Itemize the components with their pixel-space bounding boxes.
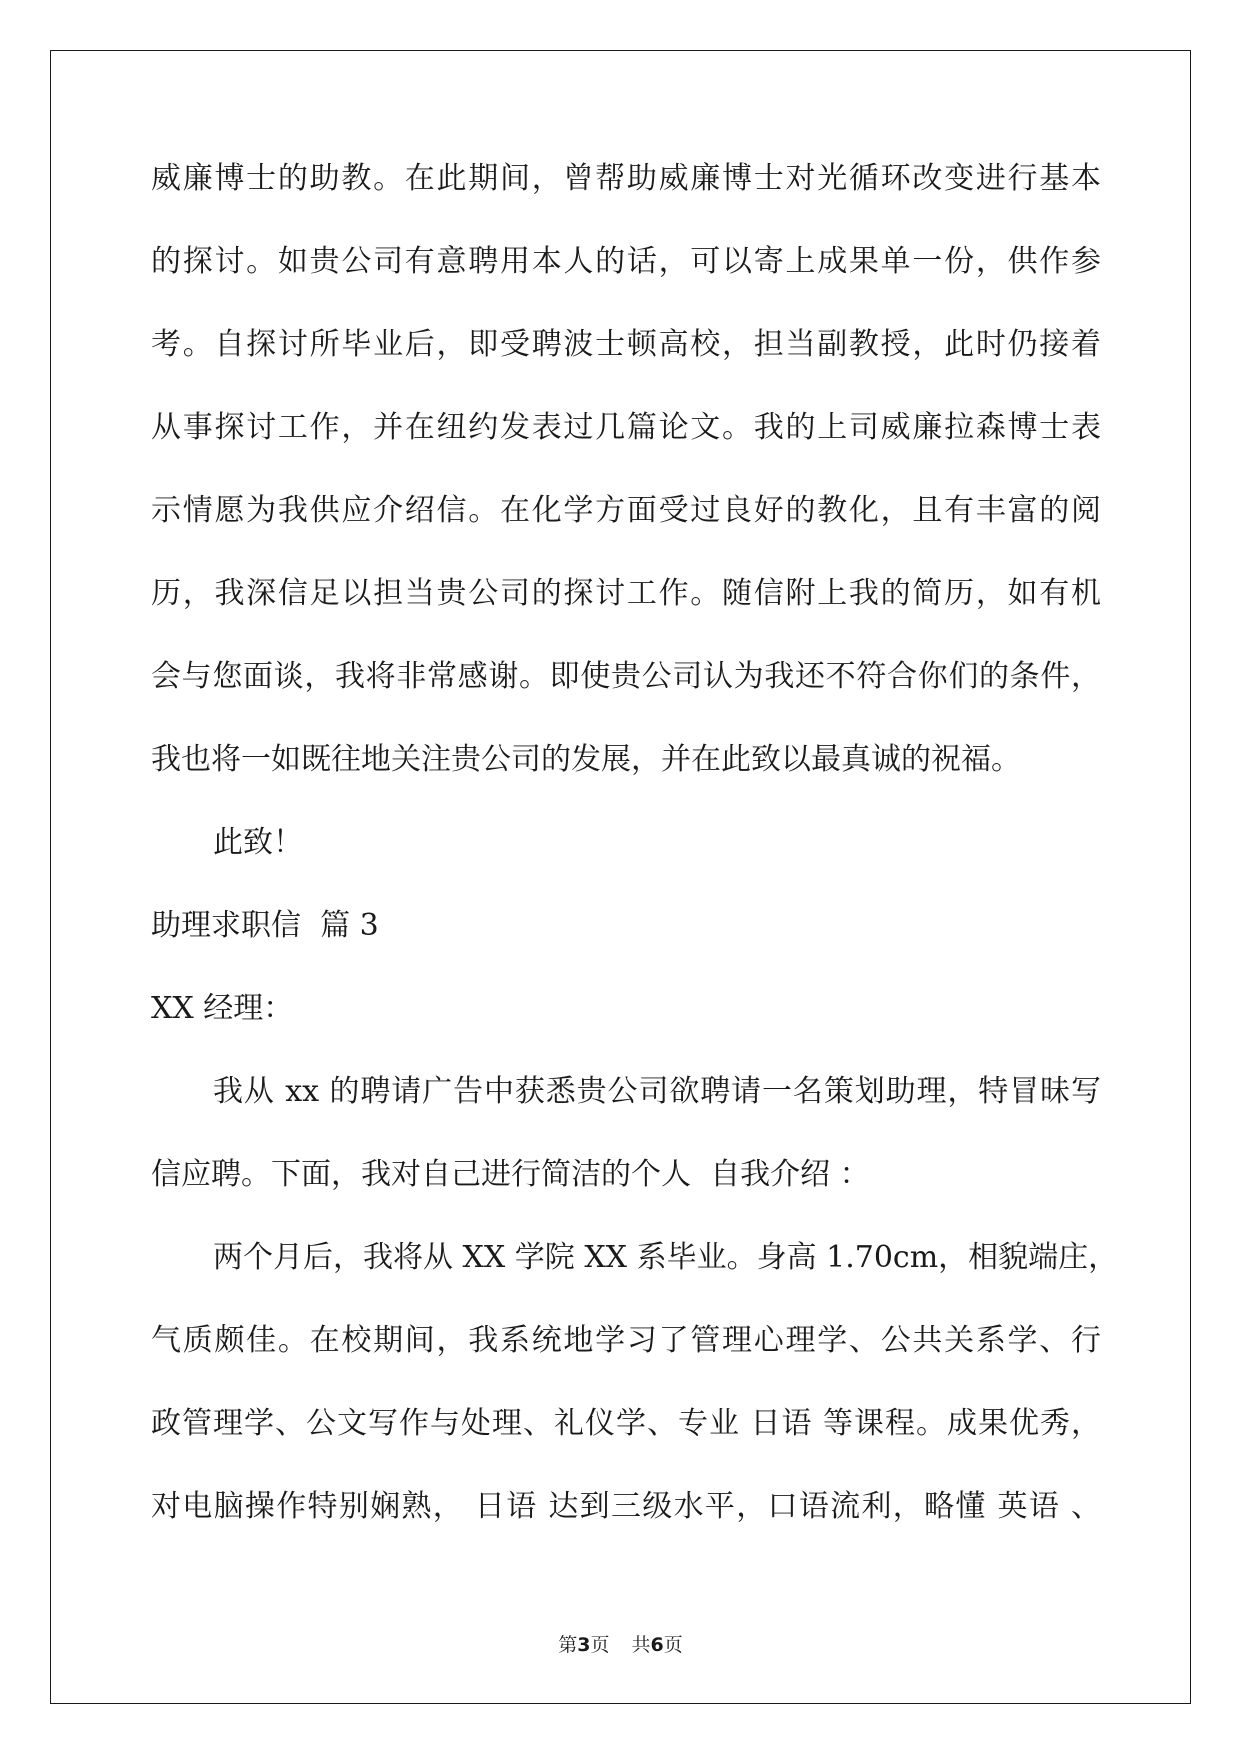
text-line: 考。自探讨所毕业后，即受聘波士顿高校，担当副教授，此时仍接着 xyxy=(151,327,1101,362)
text-line: 的探讨。如贵公司有意聘用本人的话，可以寄上成果单一份，供作参 xyxy=(151,244,1101,279)
total-suffix: 页 xyxy=(663,1634,683,1656)
page-footer xyxy=(0,1630,1241,1657)
page-number: 3 xyxy=(577,1634,591,1656)
paragraph-3 xyxy=(151,1240,1119,1575)
total-pages: 6 xyxy=(650,1634,664,1656)
page-prefix: 第 xyxy=(558,1634,578,1656)
total-prefix: 共 xyxy=(631,1634,651,1656)
page-suffix: 页 xyxy=(590,1634,610,1656)
text-line: 我也将一如既往地关注贵公司的发展，并在此致以最真诚的祝福。 xyxy=(151,742,1021,777)
salutation: XX 经理： xyxy=(151,991,294,1026)
text-line: 气质颇佳。在校期间，我系统地学习了管理心理学、公共关系学、行 xyxy=(151,1323,1101,1358)
text-line: 政管理学、公文写作与处理、礼仪学、专业 日语 等课程。成果优秀， xyxy=(151,1406,1101,1441)
text-line: 示情愿为我供应介绍信。在化学方面受过良好的教化，且有丰富的阅 xyxy=(151,493,1101,528)
paragraph-1 xyxy=(151,161,1101,828)
section-title: 助理求职信 篇 3 xyxy=(151,908,379,943)
text-line: 我从 xx 的聘请广告中获悉贵公司欲聘请一名策划助理，特冒昧写 xyxy=(213,1074,1101,1109)
paragraph-2 xyxy=(151,1074,1101,1243)
text-line: 从事探讨工作，并在纽约发表过几篇论文。我的上司威廉拉森博士表 xyxy=(151,410,1101,445)
text-line: 会与您面谈，我将非常感谢。即使贵公司认为我还不符合你们的条件， xyxy=(151,659,1101,694)
closing: 此致！ xyxy=(213,825,303,860)
document-body xyxy=(151,161,1119,1575)
text-line: 威廉博士的助教。在此期间，曾帮助威廉博士对光循环改变进行基本 xyxy=(151,161,1101,196)
text-line: 对电脑操作特别娴熟， 日语 达到三级水平，口语流利，略懂 英语 、 xyxy=(151,1489,1101,1524)
text-line: 信应聘。下面，我对自己进行简洁的个人 自我介绍 ： xyxy=(151,1157,870,1192)
text-line: 两个月后，我将从 XX 学院 XX 系毕业。身高 1.70cm，相貌端庄， xyxy=(213,1240,1119,1275)
text-line: 历，我深信足以担当贵公司的探讨工作。随信附上我的简历，如有机 xyxy=(151,576,1101,611)
